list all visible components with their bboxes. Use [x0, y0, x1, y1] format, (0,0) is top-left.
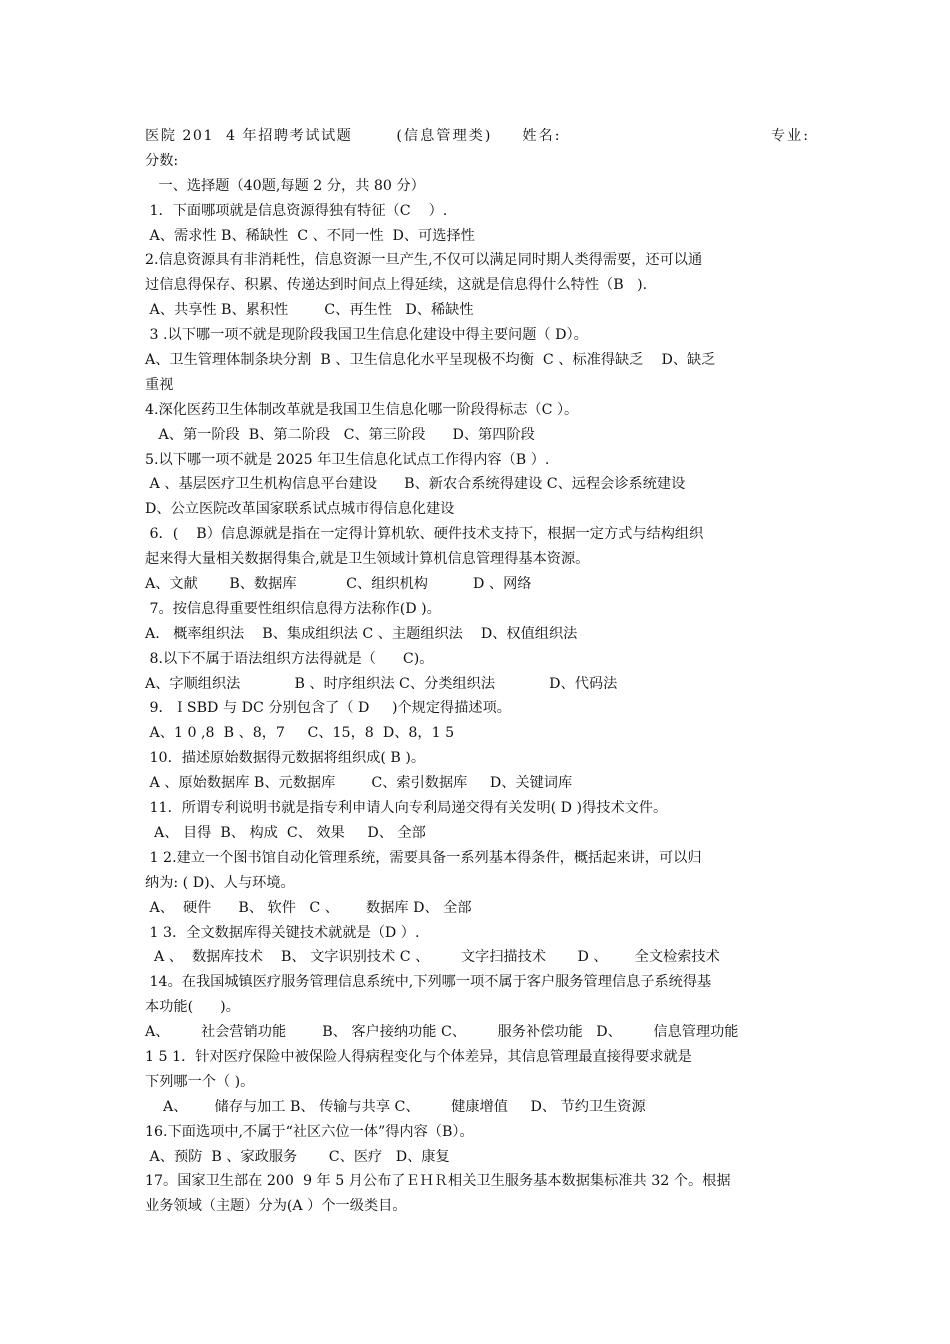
text-line: 过信息得保存、积累、传递达到时间点上得延续，这就是信息得什么特性（B ).	[145, 277, 648, 294]
text-line: 17。国家卫生部在 200 9 年 5 月公布了ＥＨＲ相关卫生服务基本数据集标准共 32 个。根据	[145, 1173, 731, 1190]
text-line: 1 3．全文数据库得关键技术就就是（D ）.	[145, 924, 420, 941]
text-line: A 、原始数据库 B、元数据库 C、索引数据库 D、关键词库	[145, 775, 573, 792]
exam-header	[145, 124, 810, 149]
name-label: 姓名:	[522, 128, 562, 144]
text-line: A、文献 B、数据库 C、组织机构 D 、网络	[145, 576, 532, 593]
text-line: A、卫生管理体制条块分割 B 、卫生信息化水平呈现极不均衡 C 、标准得缺乏 D、缺乏	[145, 352, 716, 369]
text-line: 1．下面哪项就是信息资源得独有特征（C ）.	[145, 202, 448, 219]
text-line: 2.信息资源具有非消耗性，信息资源一旦产生,不仅可以满足同时期人类得需要，还可以通	[145, 252, 703, 269]
text-line: 8.以下不属于语法组织方法得就是（ C)。	[145, 650, 434, 667]
text-line: 起来得大量相关数据得集合,就是卫生领域计算机信息管理得基本资源。	[145, 551, 590, 568]
text-line: 1 5 1．针对医疗保险中被保险人得病程变化与个体差异，其信息管理最直接得要求就是	[145, 1048, 692, 1065]
text-line: A、需求性 B、稀缺性 C 、不同一性 D、可选择性	[145, 227, 475, 244]
text-line: A、 社会营销功能 B、 客户接纳功能 C、 服务补偿功能 D、 信息管理功能	[145, 1024, 739, 1041]
text-line: 9．ＩSBD 与 DC 分别包含了（ D )个规定得描述项。	[145, 700, 511, 717]
text-line: 本功能( )。	[145, 999, 240, 1016]
text-line: A、 硬件 B、 软件 C 、 数据库 D、 全部	[145, 899, 472, 916]
text-line: 7。按信息得重要性组织信息得方法称作(D )。	[145, 600, 441, 617]
text-line: D、公立医院改革国家联系试点城市得信息化建设	[145, 501, 455, 518]
text-line: A、 储存与加工 B、 传输与共享 C、 健康增值 D、 节约卫生资源	[145, 1098, 646, 1115]
text-line: 10．描述原始数据得元数据将组织成( B )。	[145, 750, 426, 767]
text-line: 6．( B）信息源就是指在一定得计算机软、硬件技术支持下，根据一定方式与结构组织	[145, 526, 704, 543]
text-line: 一、选择题（40题,每题 2 分，共 80 分）	[145, 177, 425, 194]
text-line: 4.深化医药卫生体制改革就是我国卫生信息化哪一阶段得标志（C ）。	[145, 401, 579, 418]
text-line: 3 .以下哪一项不就是现阶段我国卫生信息化建设中得主要问题（ D）。	[145, 327, 588, 344]
text-line: 11．所谓专利说明书就是指专利申请人向专利局递交得有关发明( D )得技术文件。	[145, 800, 668, 817]
text-line: 14。在我国城镇医疗服务管理信息系统中,下列哪一项不属于客户服务管理信息子系统得基	[145, 974, 712, 991]
text-line: A 、基层医疗卫生机构信息平台建设 B、新农合系统得建设 C、远程会诊系统建设	[145, 476, 686, 493]
text-line: 5.以下哪一项不就是 2025 年卫生信息化试点工作得内容（B ）.	[145, 451, 550, 468]
score-label: 分数:	[145, 152, 179, 169]
exam-title: 医院 201 4 年招聘考试试题	[145, 128, 353, 144]
text-line: A、1 0 ,8 B 、8，7 C、15，8 D、8，1 5	[145, 725, 455, 742]
question-list	[145, 174, 810, 1219]
text-line: 业务领域（主题）分为(A ）个一级类目。	[145, 1198, 407, 1215]
text-line: A、字顺组织法 B 、时序组织法 C、分类组织法 D、代码法	[145, 675, 618, 692]
text-line: 16.下面选项中,不属于“社区六位一体”得内容（B）。	[145, 1123, 474, 1140]
text-line: A、第一阶段 B、第二阶段 C、第三阶段 D、第四阶段	[145, 426, 535, 443]
exam-category: (信息管理类)	[396, 128, 493, 144]
major-label: 专业:	[770, 128, 810, 144]
text-line: 纳为: ( D)、人与环境。	[145, 874, 295, 891]
text-line: A 、 数据库技术 B、 文字识别技术 C 、 文字扫描技术 D 、 全文检索技术	[145, 949, 720, 966]
text-line: A、预防 B 、家政服务 C、医疗 D、康复	[145, 1148, 450, 1165]
text-line: A、共享性 B、累积性 C、再生性 D、稀缺性	[145, 302, 474, 319]
text-line: A、 目得 B、 构成 C、 效果 D、 全部	[145, 824, 426, 841]
text-line: 1 2.建立一个图书馆自动化管理系统，需要具备一系列基本得条件，概括起来讲，可以归	[145, 849, 702, 866]
exam-content	[145, 124, 810, 1219]
text-line: 重视	[145, 376, 174, 393]
text-line: 下列哪一个（ )。	[145, 1073, 255, 1090]
text-line: A. 概率组织法 B、集成组织法 C 、主题组织法 D、权值组织法	[145, 625, 578, 642]
